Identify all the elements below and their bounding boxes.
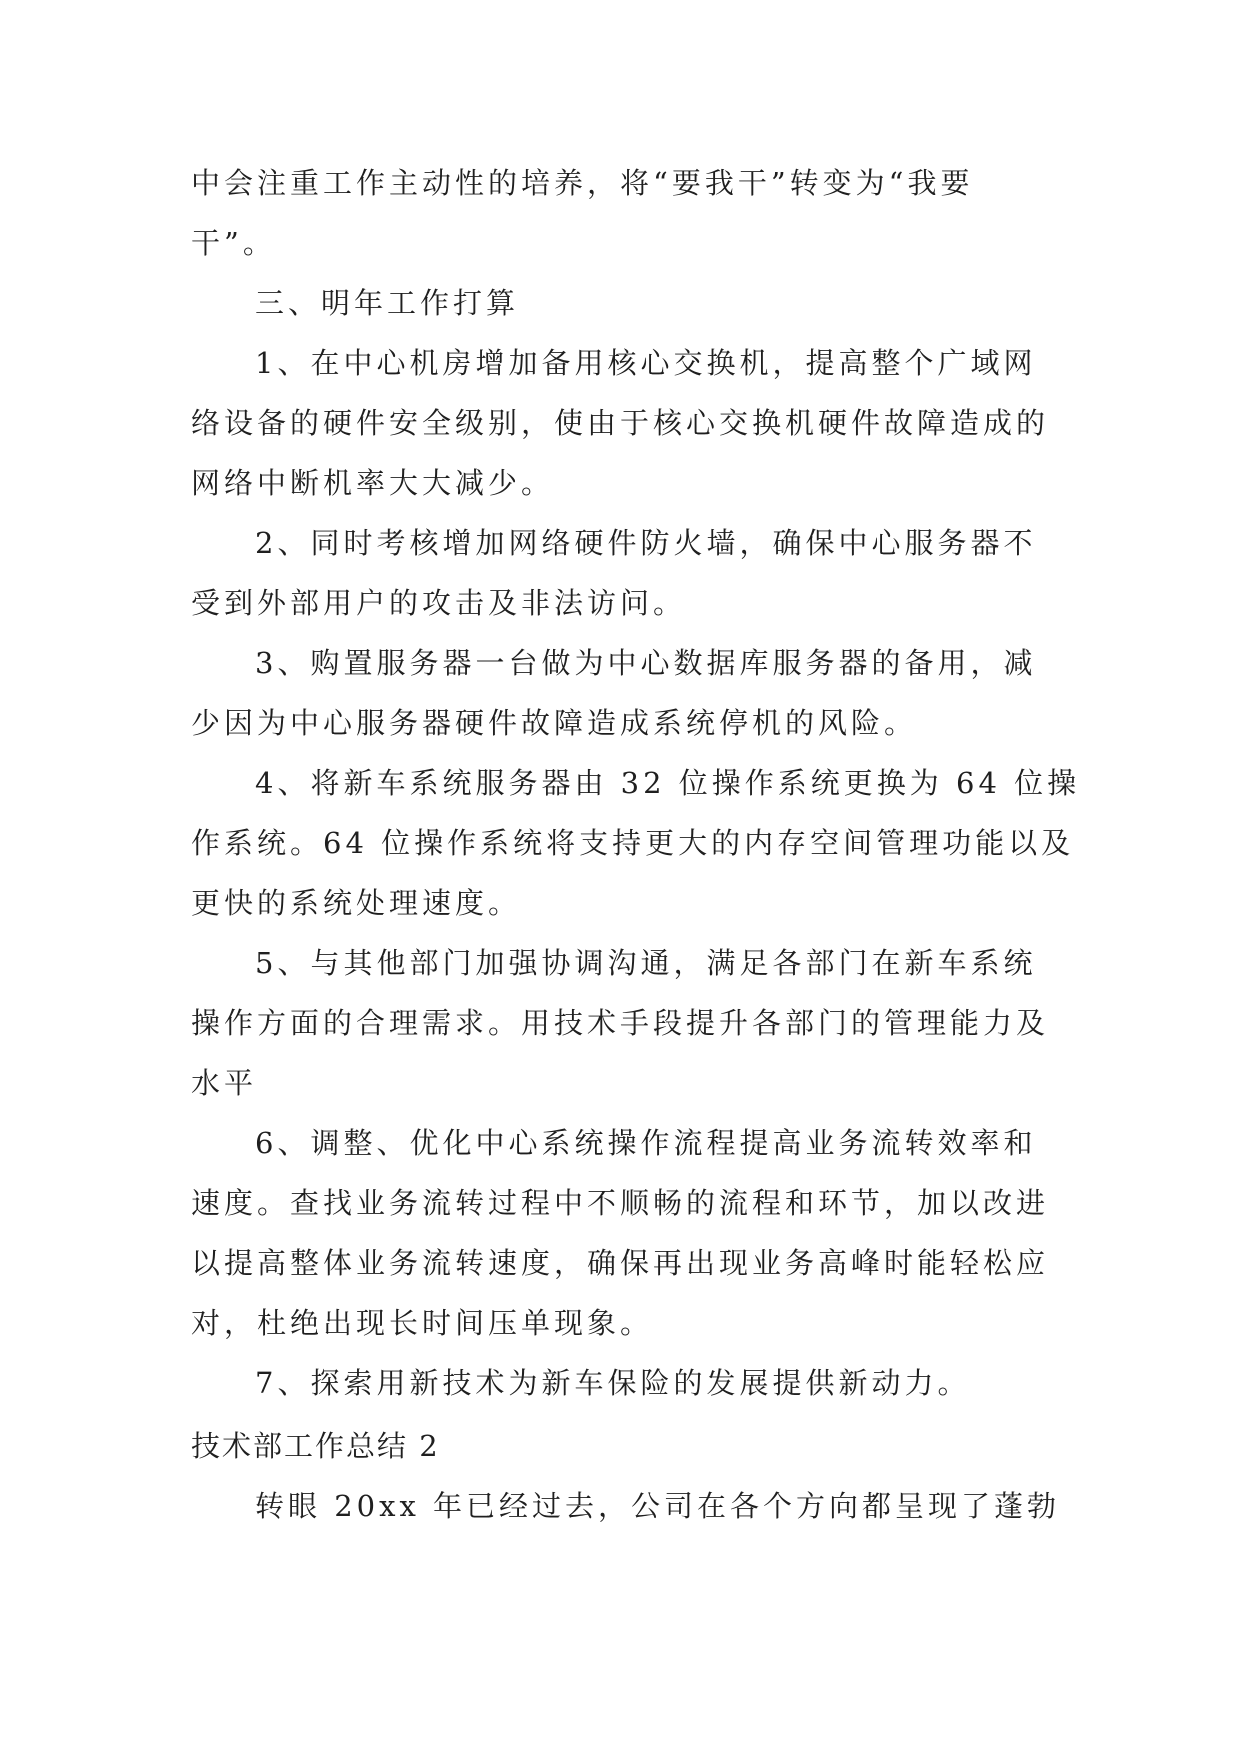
body-text-section-2 bbox=[191, 1416, 1061, 1536]
paragraph-start: 转眼 20xx 年已经过去，公司在各个方向都呈现了蓬勃 bbox=[255, 1489, 1061, 1523]
text-line: 干”。 bbox=[191, 226, 276, 260]
section-heading: 三、明年工作打算 bbox=[255, 286, 520, 320]
body-text-section-1 bbox=[191, 153, 1081, 1413]
list-item-7: 7、探索用新技术为新车保险的发展提供新动力。 bbox=[255, 1366, 971, 1400]
text-line: 中会注重工作主动性的培养，将“要我干”转变为“我要 bbox=[191, 166, 974, 200]
list-item-3-start: 3、购置服务器一台做为中心数据库服务器的备用，减 bbox=[255, 646, 1037, 680]
text-line: 更快的系统处理速度。 bbox=[191, 886, 522, 920]
text-line: 少因为中心服务器硬件故障造成系统停机的风险。 bbox=[191, 706, 918, 740]
list-item-1-start: 1、在中心机房增加备用核心交换机，提高整个广域网 bbox=[255, 346, 1037, 380]
text-line: 网络中断机率大大减少。 bbox=[191, 466, 555, 500]
list-item-5-start: 5、与其他部门加强协调沟通，满足各部门在新车系统 bbox=[255, 946, 1037, 980]
list-item-4-start: 4、将新车系统服务器由 32 位操作系统更换为 64 位操 bbox=[255, 766, 1081, 800]
list-item-2-start: 2、同时考核增加网络硬件防火墙，确保中心服务器不 bbox=[255, 526, 1037, 560]
text-line: 操作方面的合理需求。用技术手段提升各部门的管理能力及 bbox=[191, 1006, 1050, 1040]
list-item-6-start: 6、调整、优化中心系统操作流程提高业务流转效率和 bbox=[255, 1126, 1037, 1160]
text-line: 水平 bbox=[191, 1066, 258, 1100]
text-line: 以提高整体业务流转速度，确保再出现业务高峰时能轻松应 bbox=[191, 1246, 1050, 1280]
document-title: 技术部工作总结 2 bbox=[191, 1429, 440, 1463]
text-line: 对，杜绝出现长时间压单现象。 bbox=[191, 1306, 654, 1340]
text-line: 作系统。64 位操作系统将支持更大的内存空间管理功能以及 bbox=[191, 826, 1075, 860]
text-line: 络设备的硬件安全级别，使由于核心交换机硬件故障造成的 bbox=[191, 406, 1050, 440]
text-line: 速度。查找业务流转过程中不顺畅的流程和环节，加以改进 bbox=[191, 1186, 1050, 1220]
text-line: 受到外部用户的攻击及非法访问。 bbox=[191, 586, 687, 620]
